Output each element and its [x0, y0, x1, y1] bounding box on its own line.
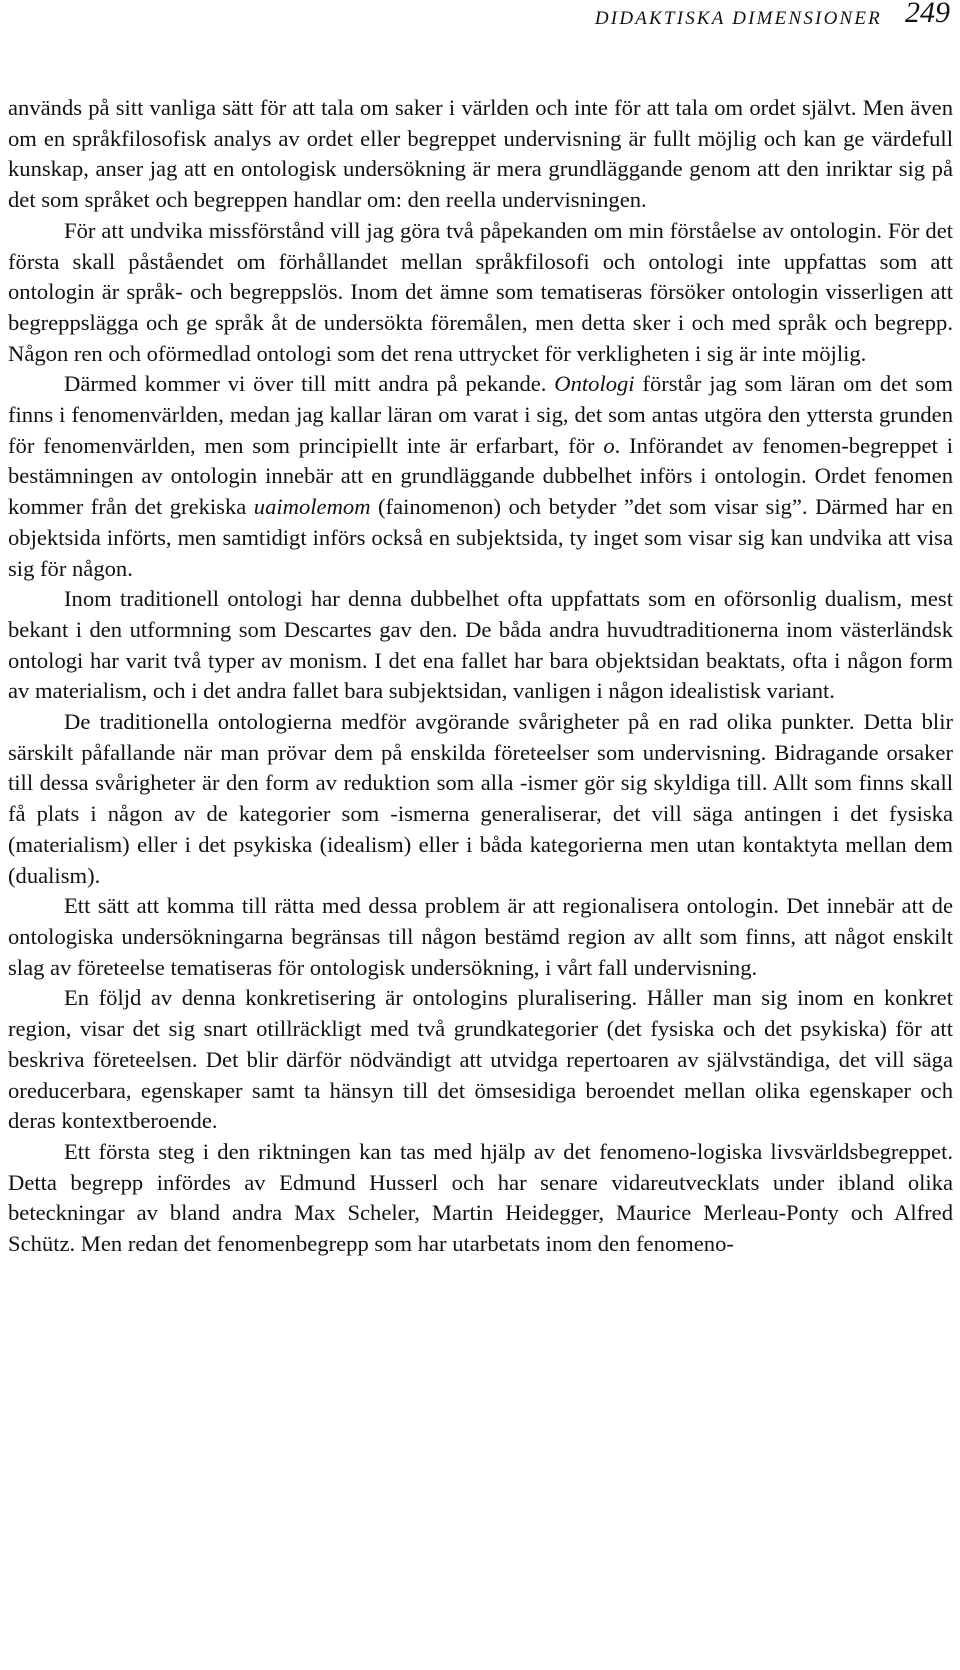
body-text: [8, 93, 953, 1260]
paragraph: [8, 584, 953, 707]
text-run: förstår jag som läran om det som finns i fenomenvärlden, medan jag kallar läran om varat i sig, det som antas utgöra den yttersta grunden för fenomenvärlden, men som principiellt inte är erfarbart, för: [8, 371, 953, 458]
paragraph: [8, 707, 953, 891]
italic-term: o: [603, 432, 615, 458]
running-head: DIDAKTISKA DIMENSIONER: [594, 8, 882, 29]
text-run: används på sitt vanliga sätt för att tala om saker i världen och inte för att tala om ordet självt. Men även om en språkfilosofisk analys av ordet eller begreppet undervisning är fullt möjlig och kan ge värdefull kunskap, anser jag att en ontologisk undersökning är mera grundläggande genom att den inriktar sig på det som språket och begreppen handlar om: den reella undervisningen.: [8, 95, 953, 213]
text-run: Inom traditionell ontologi har denna dubbelhet ofta uppfattats som en oförsonlig dualism, mest bekant i den utformning som Descartes gav den. De båda andra huvudtraditionerna inom västerländsk ontologi har varit två typer av monism. I det ena fallet har bara objektsidan beaktats, ofta i någon form av materialism, och i det andra fallet bara subjektsidan, vanligen i någon idealistisk variant.: [8, 586, 953, 704]
paragraph: [8, 983, 953, 1137]
paragraph: [8, 1137, 953, 1260]
text-run: Ett första steg i den riktningen kan tas med hjälp av det fenomeno-logiska livsvärldsbegreppet. Detta begrepp infördes av Edmund Husserl och har senare vidareutvecklats under ibland olika beteckningar av bland andra Max Scheler, Martin Heidegger, Maurice Merleau-Ponty och Alfred Schütz. Men redan det fenomenbegrepp som har utarbetats inom den fenomeno-: [8, 1138, 953, 1257]
text-run: En följd av denna konkretisering är ontologins pluralisering. Håller man sig inom en konkret region, visar det sig snart otillräckligt med två grundkategorier (det fysiska och det psykiska) för att beskriva företeelsen. Det blir därför nödvändigt att utvidga repertoaren av självständiga, det vill säga oreducerbara, egenskaper samt ta hänsyn till det ömsesidiga beroendet mellan olika egenskaper och deras kontextberoende.: [8, 985, 953, 1134]
page-header: [0, 0, 960, 40]
text-run: . Införandet av fenomen-begreppet i bestämningen av ontologin innebär att en grundläggande dubbelhet införs i ontologin. Ordet fenomen kommer från det grekiska: [8, 432, 953, 520]
text-run: De traditionella ontologierna medför avgörande svårigheter på en rad olika punkter. Detta blir särskilt påfallande när man prövar dem på enskilda företeelser som undervisning. Bidragande orsaker till dessa svårigheter är den form av reduktion som alla -ismer gör sig skyldiga till. Allt som finns skall få plats i någon av de kategorier som -ismerna generaliserar, det vill säga antingen i det fysiska (materialism) eller i det psykiska (idealism) eller i båda kategorierna men utan kontaktyta mellan dem (dualism).: [8, 709, 953, 888]
text-run: (fainomenon) och betyder ”det som visar sig”. Därmed har en objektsida införts, men samtidigt införs också en subjektsida, ty inget som visar sig kan undvika att visa sig för någon.: [8, 494, 953, 581]
text-run: Därmed kommer vi över till mitt andra på pekande.: [64, 371, 555, 397]
page-number: 249: [905, 0, 950, 29]
paragraph: [8, 216, 953, 370]
paragraph: [8, 891, 953, 983]
text-run: Ett sätt att komma till rätta med dessa problem är att regionalisera ontologin. Det innebär att de ontologiska undersökningarna begränsas till någon bestämd region av allt som finns, att något enskilt slag av företeelse tematiseras för ontologisk undersökning, i vårt fall undervisning.: [8, 893, 953, 980]
text-run: För att undvika missförstånd vill jag göra två påpekanden om min förståelse av ontologin. För det första skall påståendet om förhållandet mellan språkfilosofi och ontologi inte uppfattas som att ontologin är språk- och begreppslös. Inom det ämne som tematiseras försöker ontologin visserligen att begreppslägga och ge språk åt de undersökta föremålen, men detta sker i och med språk och begrepp. Någon ren och oförmedlad ontologi som det rena uttrycket för verkligheten i sig är inte möjlig.: [8, 217, 953, 366]
paragraph: [8, 369, 953, 584]
italic-term: uaimolemom: [253, 494, 371, 520]
paragraph: [8, 93, 953, 216]
italic-term: Ontologi: [554, 371, 635, 397]
